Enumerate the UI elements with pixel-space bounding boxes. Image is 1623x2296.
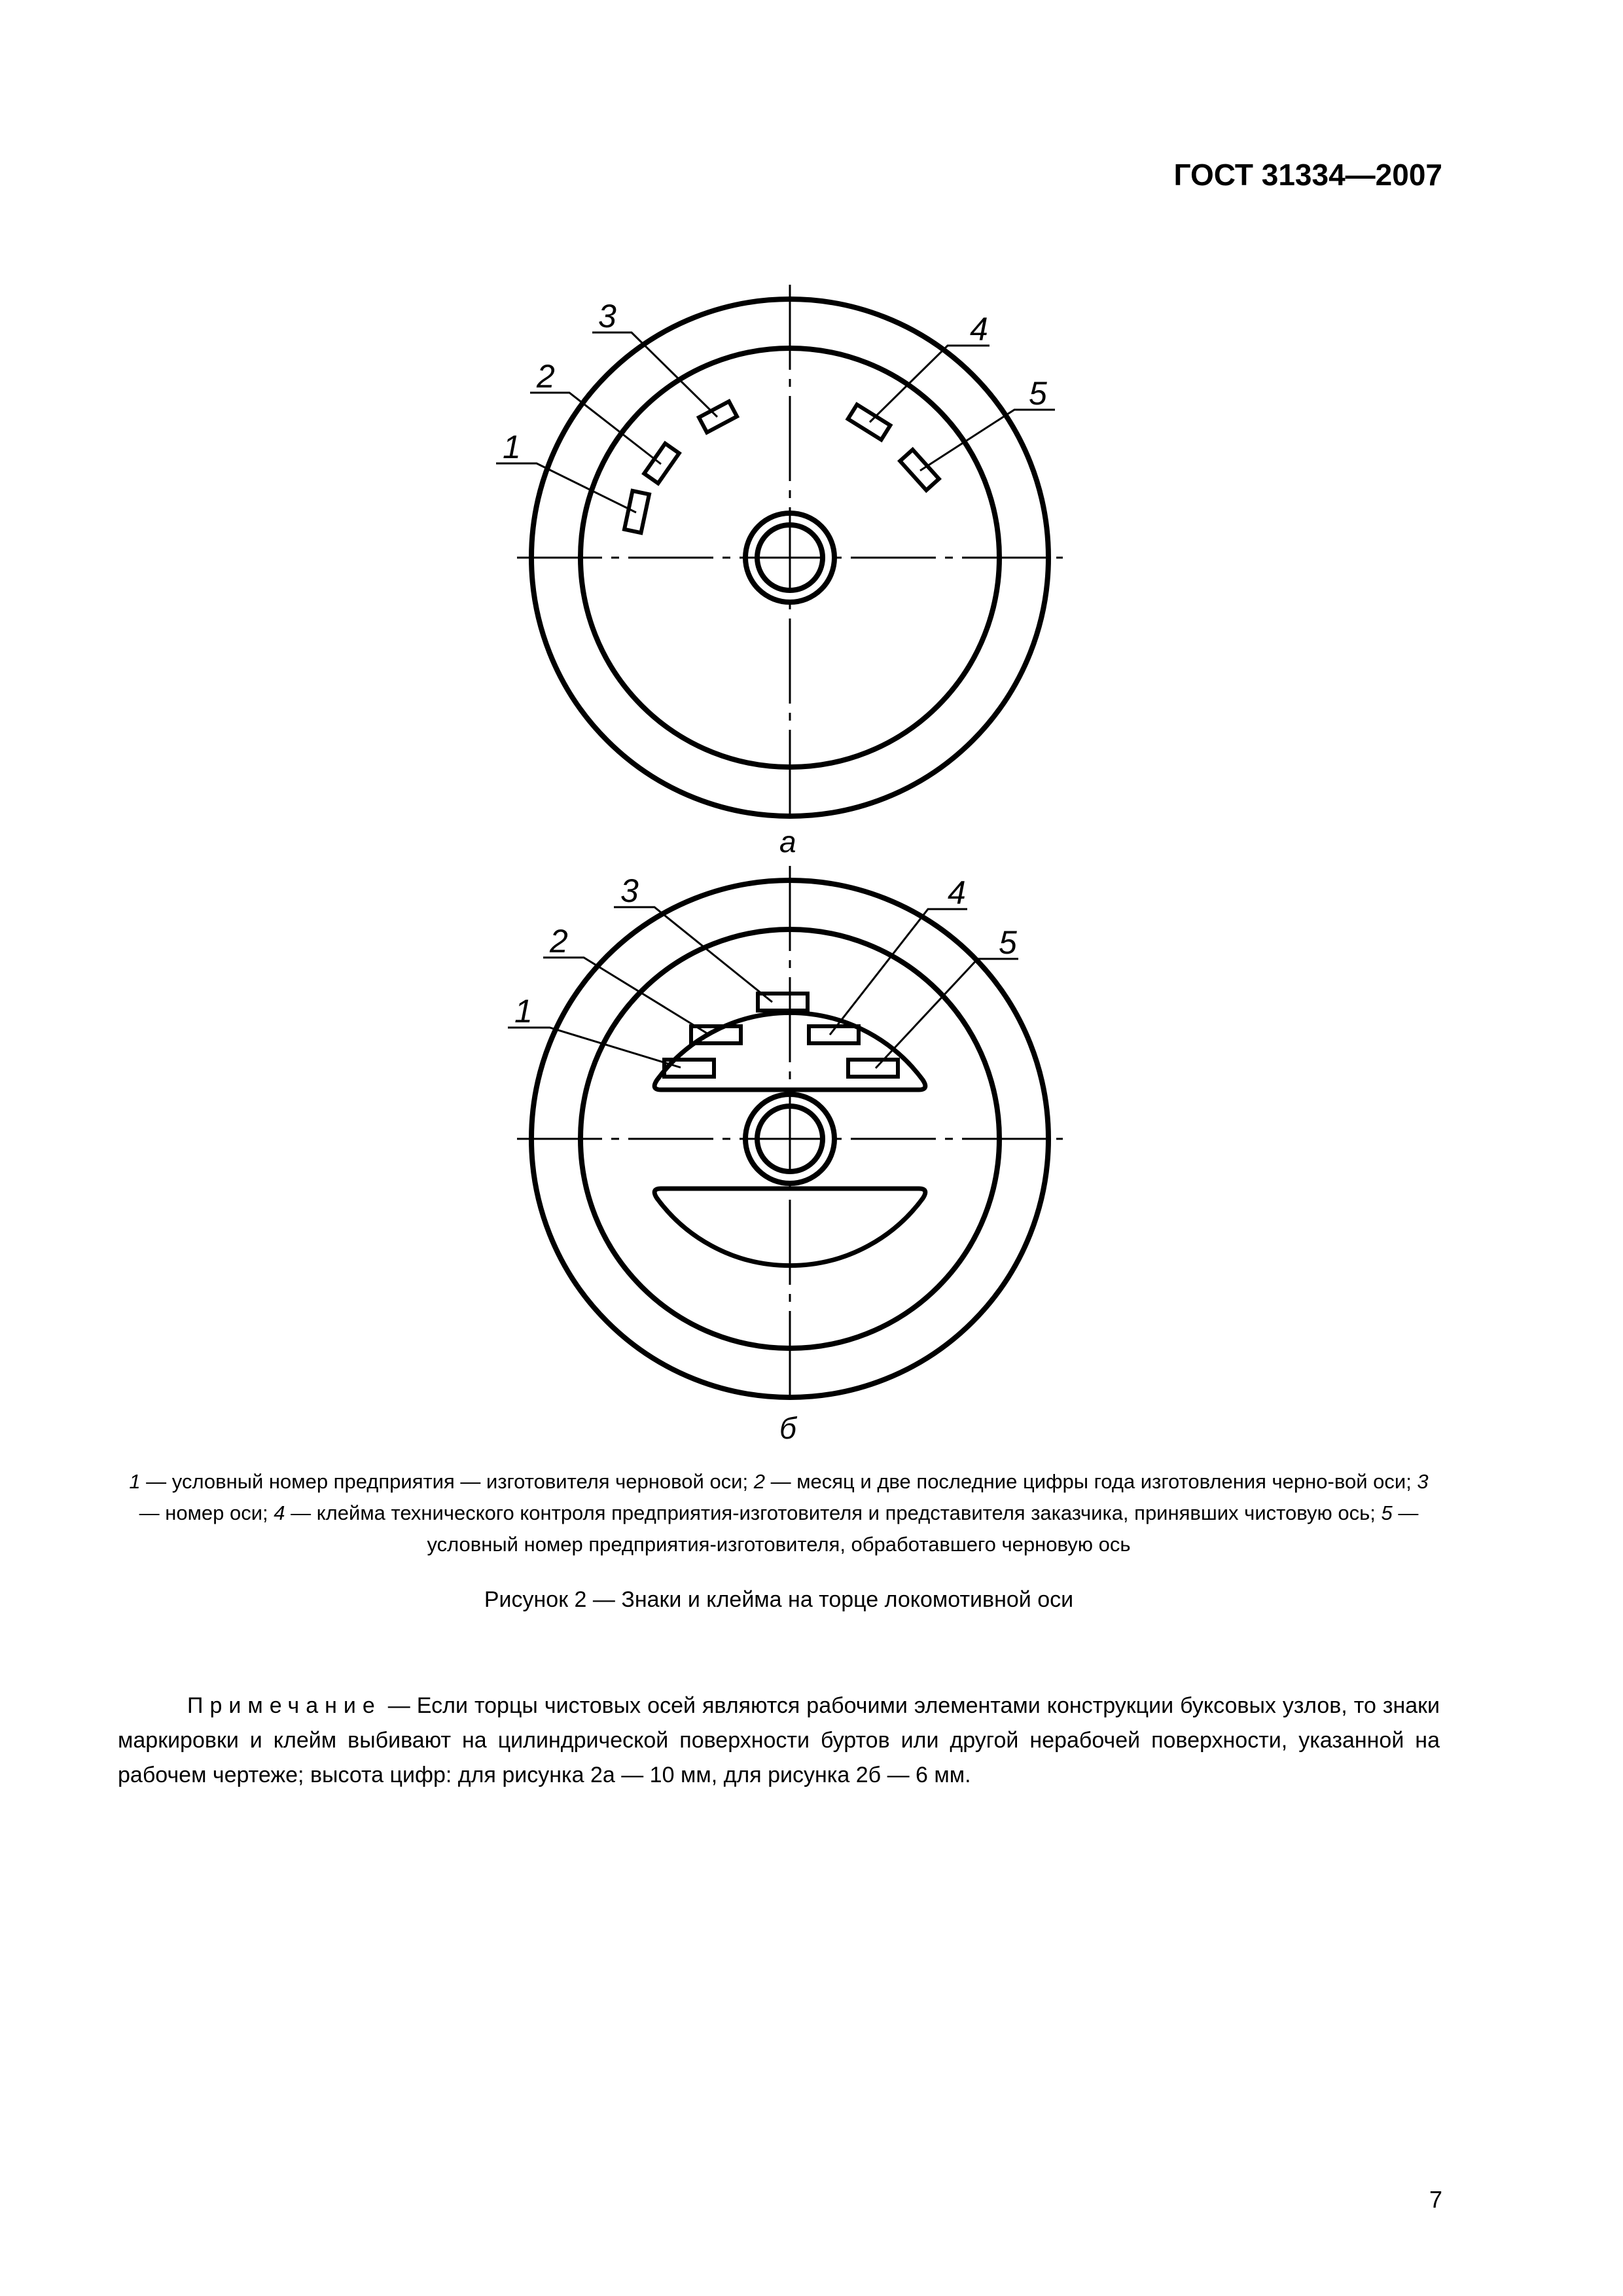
figure-b-drawing (508, 866, 1063, 1401)
legend-text-4: — клейма технического контроля предприятия-изготовителя и представителя заказчика, принявших чистовую ось; (285, 1501, 1382, 1524)
leader-3-a (592, 332, 717, 417)
mark-5-a (900, 450, 938, 490)
mark-3-a (699, 401, 737, 432)
figure-a-drawing (496, 285, 1063, 819)
note-text: — Если торцы чистовых осей являются рабочими элементами конструкции буксовых узлов, то знаки маркировки и клейм выбивают на цилиндрической поверхности буртов или другой нерабочей поверхности, указанной на рабочем чертеже; высота цифр: для рисунка 2а — 10 мм, для рисунка 2б — 6 мм. (118, 1693, 1440, 1787)
legend-text-2: — месяц и две последние цифры года изготовления черно-вой оси; (764, 1470, 1418, 1493)
mark-5-b (848, 1060, 898, 1077)
note-paragraph (118, 1689, 1440, 1793)
leader-5-a (920, 410, 1055, 471)
figure-b-label: б (779, 1411, 796, 1445)
legend-num-2: 2 (753, 1470, 765, 1493)
mark-2-a (644, 444, 679, 484)
leader-2-b (543, 958, 709, 1035)
mark-1-a (624, 491, 649, 533)
page-number: 7 (1429, 2186, 1442, 2213)
callout-4-b: 4 (948, 874, 966, 911)
callout-5-b: 5 (999, 924, 1017, 961)
callout-5-a: 5 (1029, 375, 1047, 412)
callout-4-a: 4 (970, 311, 988, 348)
legend-num-5: 5 (1381, 1501, 1393, 1524)
figure-a-labels (503, 298, 1047, 859)
legend-text-5: — условный номер предприятия-изготовителя, обработавшего черновую ось (427, 1501, 1419, 1556)
callout-2-b: 2 (550, 923, 568, 960)
leader-1-a (496, 463, 636, 512)
mark-4-a (848, 404, 891, 440)
figure-caption: Рисунок 2 — Знаки и клейма на торце локомотивной оси (484, 1587, 1074, 1612)
legend-text-1: — условный номер предприятия — изготовителя черновой оси; (140, 1470, 754, 1493)
callout-1-b: 1 (514, 993, 533, 1030)
leader-4-b (830, 909, 967, 1035)
legend-num-1: 1 (129, 1470, 141, 1493)
legend-text-3: — номер оси; (139, 1501, 274, 1524)
figure-a-label: а (779, 825, 796, 859)
callout-1-a: 1 (503, 429, 521, 465)
leader-4-a (870, 346, 990, 422)
callout-2-a: 2 (537, 358, 555, 395)
leader-2-a (530, 393, 661, 464)
document-header: ГОСТ 31334—2007 (1173, 158, 1442, 192)
callout-3-b: 3 (620, 872, 639, 909)
figure-legend (118, 1466, 1440, 1560)
note-lead: Примечание (187, 1693, 382, 1718)
callout-3-a: 3 (598, 298, 616, 334)
legend-num-4: 4 (274, 1501, 285, 1524)
legend-num-3: 3 (1417, 1470, 1429, 1493)
